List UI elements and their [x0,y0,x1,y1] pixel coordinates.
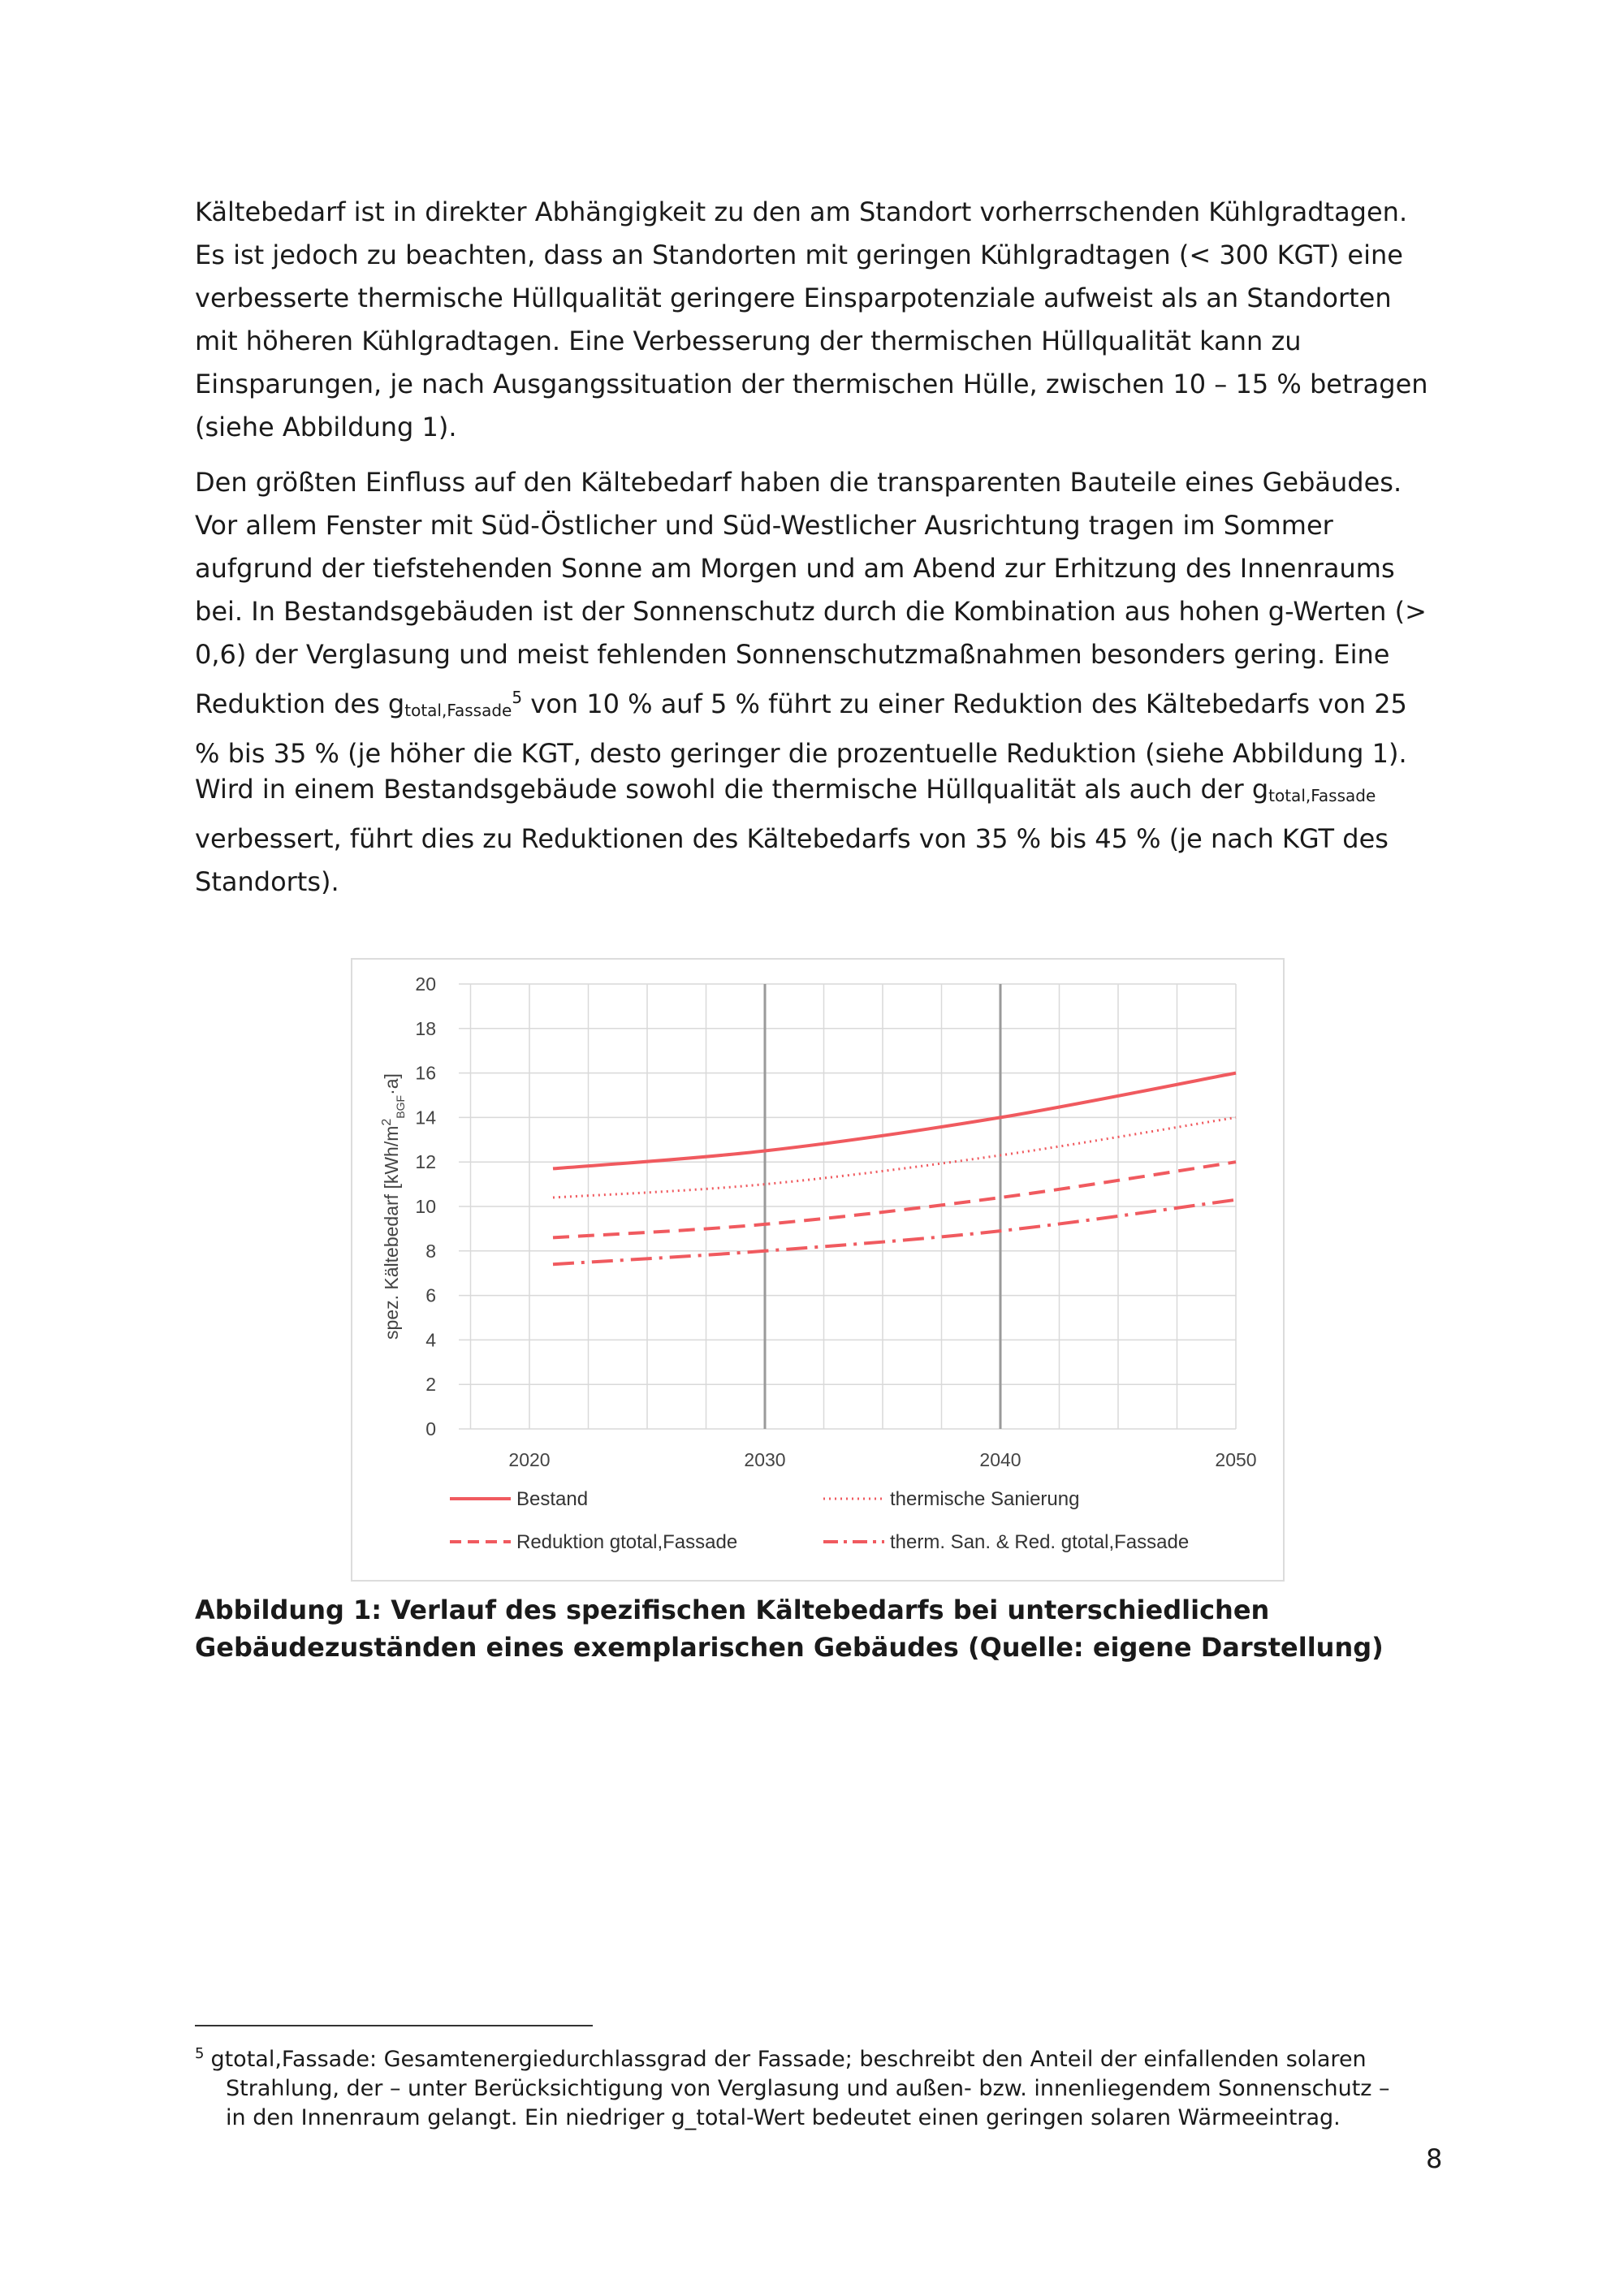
y-axis-label-sub: BGF [394,1094,407,1119]
legend-label-3: Reduktion gtotal,Fassade [516,1531,738,1553]
paragraph-3-part-b: verbessert, führt dies zu Reduktionen des Kältebedarfs von 35 % bis 45 % (je nach KGT des Standorts). [195,823,1389,897]
page-number: 8 [1426,2143,1443,2174]
series-line-1 [553,1073,1236,1169]
legend-label-2: thermische Sanierung [890,1488,1080,1510]
y-tick-label: 2 [425,1374,436,1396]
y-tick-label: 4 [425,1329,436,1351]
paragraph-2-part-a: Den größten Einfluss auf den Kältebedarf haben die transparenten Bauteile eines Gebäudes. Vor allem Fenster mit Süd-Östlicher und Süd-Westlicher Ausrichtung tragen im Sommer aufgrund der tiefstehenden Sonne am Morgen und am Abend zur Erhitzung des Innenraums bei. In Bestandsgebäuden ist der Sonnenschutz durch die Kombination aus hohen g-Werten (> 0,6) der Verglasung und meist fehlenden Sonnenschutzmaßnahmen besonders gering. Eine Reduktion des [195,467,1427,719]
paragraph-2-part-b: von 10 % auf 5 % führt zu einer Reduktion des Kältebedarfs von 25 % bis 35 % (je höher die KGT, desto geringer die prozentuelle Reduktion (siehe Abbildung 1). [195,688,1407,769]
x-tick-label: 2050 [1215,1449,1257,1470]
x-tick-label: 2040 [979,1449,1021,1470]
paragraph-1: Kältebedarf ist in direkter Abhängigkeit zu den am Standort vorherrschenden Kühlgradtagen. Es ist jedoch zu beachten, dass an Standorten mit geringen Kühlgradtagen (< 300 KGT) eine verbesserte thermische Hüllqualität geringere Einsparpotenziale aufweist als an Standorten mit höheren Kühlgradtagen. Eine Verbesserung der thermischen Hüllqualität kann zu Einsparungen, je nach Ausgangssituation der thermischen Hülle, zwischen 10 – 15 % betragen (siehe Abbildung 1). [195,196,1428,442]
y-tick-label: 10 [415,1196,436,1217]
footnote-line-2: Strahlung, der – unter Berücksichtigung von Verglasung und außen- bzw. innenliegendem Sonnenschutz – [226,2076,1390,2101]
y-axis-label-end: ·a] [381,1073,402,1095]
g-symbol: g [1251,774,1269,805]
y-tick-label: 8 [425,1240,436,1262]
paragraph-3-part-a: Wird in einem Bestandsgebäude sowohl die thermische Hüllqualität als auch der [195,774,1252,805]
g-symbol: g [387,688,405,719]
y-tick-label: 6 [425,1284,436,1306]
y-tick-label: 16 [415,1062,436,1084]
figure-chart [351,958,1285,1582]
figure-caption: Abbildung 1: Verlauf des spezifischen Kältebedarfs bei unterschiedlichen Gebäudezuständen eines exemplarischen Gebäudes (Quelle: eigene Darstellung) [195,1595,1384,1663]
y-tick-label: 0 [425,1418,436,1439]
footnote [195,2039,1437,2133]
paragraph-3 [195,768,1437,904]
series-line-2 [553,1117,1236,1198]
legend-label-1: Bestand [516,1488,589,1510]
y-axis-label [380,1073,407,1340]
footnote-line-1 [195,2039,1437,2074]
legend-label-4: therm. San. & Red. gtotal,Fassade [890,1531,1190,1553]
g-subscript: total,Fassade [1268,786,1376,805]
footnote-number: 5 [195,2045,205,2062]
g-subscript: total,Fassade [404,701,512,720]
y-axis-label-main: spez. Kältebedarf [kWh/m [381,1125,402,1340]
y-tick-label: 14 [415,1107,436,1129]
paragraph-2 [195,461,1437,775]
y-tick-label: 18 [415,1017,436,1039]
x-tick-label: 2020 [508,1449,551,1470]
footnote-reference: 5 [512,688,523,707]
y-axis-label-sup: 2 [380,1118,394,1126]
x-tick-label: 2030 [744,1449,786,1470]
series-line-3 [553,1162,1236,1237]
footnote-line-3: in den Innenraum gelangt. Ein niedriger g_total-Wert bedeutet einen geringen solaren Wärmeeintrag. [226,2105,1341,2130]
footnote-text-1: gtotal,Fassade: Gesamtenergiedurchlassgrad der Fassade; beschreibt den Anteil der einfallenden solaren [210,2047,1367,2072]
y-tick-label: 12 [415,1151,436,1173]
chart-svg [352,960,1286,1583]
y-tick-label: 20 [415,973,436,995]
footnote-separator [195,2025,593,2026]
